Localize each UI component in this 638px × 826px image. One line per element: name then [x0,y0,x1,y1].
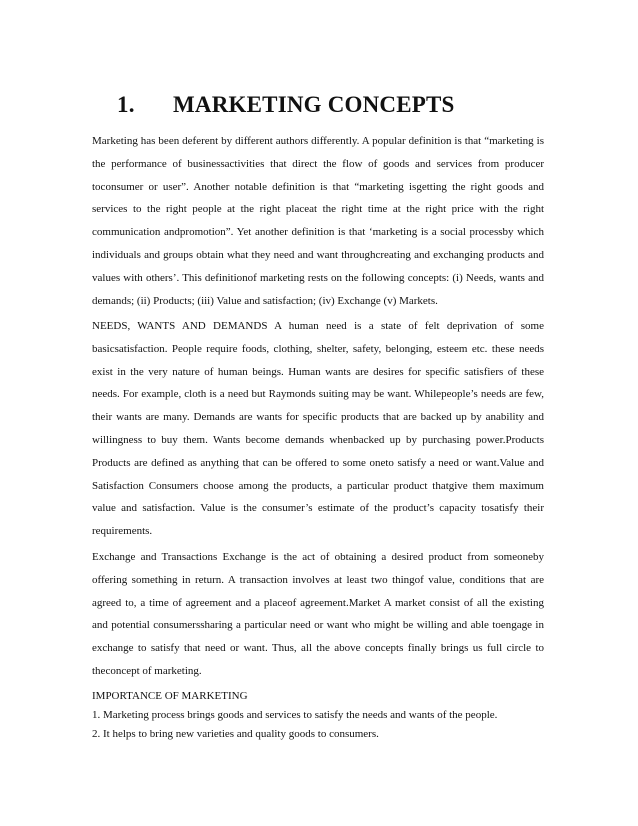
section-title: MARKETING CONCEPTS [173,92,455,117]
section-number: 1. [117,92,135,117]
paragraph-text: Marketing has been deferent by different authors differently. A popular definition is that “marketing is the performance of businessactivities that direct the flow of goods and services from producer toconsumer or user”. Another notable definition is that “marketing isgetting the right goods and services to the right people at the right placeat the right time at the right price with the right communication andpromotion”. Yet another definition is that ‘marketing is a social processby which individuals and groups obtain what they need and want throughcreating and exchanging products and values with others’. This definitionof marketing rests on the following concepts: (i) Needs, wants and demands; (ii) Products; (iii) Value and satisfaction; (iv) Exchange (v) Markets. [92,135,544,307]
importance-heading: IMPORTANCE OF MARKETING [92,690,248,702]
paragraph-text: NEEDS, WANTS AND DEMANDS A human need is a state of felt deprivation of some basicsatisfaction. People require foods, clothing, shelter, safety, belonging, esteem etc. these needs exist in the very nature of human beings. Human wants are desires for specific satisfiers of these needs. For example, cloth is a need but Raymonds suiting may be want. Whilepeople’s needs are few, their wants are many. Demands are wants for specific products that are backed up by anability and willingness to buy them. Wants become demands whenbacked up by purchasing power.Products Products are defined as anything that can be offered to some oneto satisfy a need or want.Value and Satisfaction Consumers choose among the products, a particular product thatgive them maximum value and satisfaction. Value is the consumer’s estimate of the product’s capacity tosatisfy their requirements. [92,320,544,538]
paragraph-text: Exchange and Transactions Exchange is the act of obtaining a desired product from someoneby offering something in return. A transaction involves at least two thingof value, conditions that are agreed to, a time of agreement and a placeof agreement.Market A market consist of all the existing and potential consumerssharing a particular need or want who might be willing and able toengage in exchange to satisfy that need or want. Thus, all the above concepts finally brings us full circle to theconcept of marketing. [92,551,544,677]
paragraph-definition [92,130,544,312]
page-title [117,92,455,118]
list-item: 1. Marketing process brings goods and services to satisfy the needs and wants of the people. [92,709,498,721]
importance-section [92,687,552,744]
paragraph-needs-wants-demands [92,315,544,543]
paragraph-exchange-transactions [92,546,544,683]
list-item: 2. It helps to bring new varieties and quality goods to consumers. [92,728,379,740]
